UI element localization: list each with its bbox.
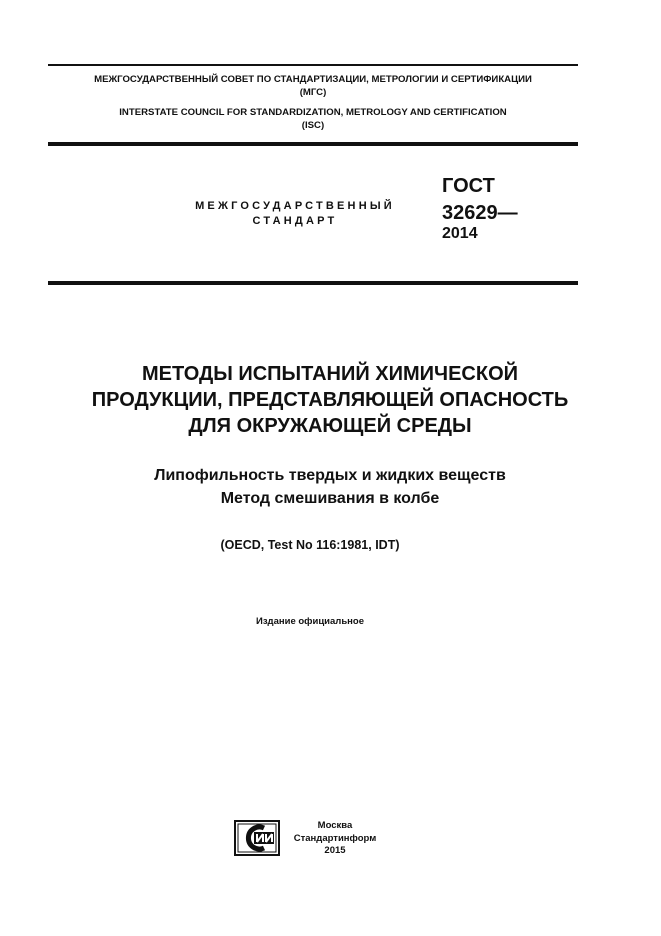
publisher-name: Стандартинформ bbox=[293, 832, 377, 844]
council-ru-block bbox=[48, 73, 578, 99]
standard-label bbox=[150, 199, 440, 229]
document-title bbox=[30, 361, 630, 439]
publisher-city: Москва bbox=[317, 820, 353, 831]
title-line1: МЕТОДЫ ИСПЫТАНИЙ ХИМИЧЕСКОЙ bbox=[141, 363, 519, 385]
publisher-block bbox=[285, 820, 385, 858]
council-en-abbr: (ISC) bbox=[301, 120, 325, 131]
top-rule bbox=[48, 64, 578, 66]
publisher-year: 2015 bbox=[324, 845, 346, 856]
gost-label: ГОСТ bbox=[442, 175, 495, 197]
standard-label-line2: СТАНДАРТ bbox=[252, 215, 338, 227]
header-thick-rule bbox=[48, 142, 578, 146]
gost-number: 32629— bbox=[442, 202, 518, 224]
gost-year: 2014 bbox=[442, 225, 478, 242]
council-ru-name: МЕЖГОСУДАРСТВЕННЫЙ СОВЕТ ПО СТАНДАРТИЗАЦИИ, МЕТРОЛОГИИ И СЕРТИФИКАЦИИ bbox=[94, 74, 532, 85]
title-line3: ДЛЯ ОКРУЖАЮЩЕЙ СРЕДЫ bbox=[188, 415, 472, 437]
subtitle-line2: Метод смешивания в колбе bbox=[220, 490, 440, 507]
subtitle-line1: Липофильность твердых и жидких веществ bbox=[154, 467, 506, 484]
designation-thick-rule bbox=[48, 281, 578, 285]
council-en-block bbox=[48, 106, 578, 132]
council-en-name: INTERSTATE COUNCIL FOR STANDARDIZATION, METROLOGY AND CERTIFICATION bbox=[119, 107, 507, 118]
document-subtitle bbox=[30, 464, 630, 510]
edition-note: Издание официальное bbox=[256, 616, 364, 627]
oecd-reference: (OECD, Test No 116:1981, IDT) bbox=[220, 538, 400, 552]
council-ru-abbr: (МГС) bbox=[299, 87, 327, 98]
standard-label-line1: МЕЖГОСУДАРСТВЕННЫЙ bbox=[195, 200, 395, 212]
standartinform-logo-icon bbox=[234, 820, 280, 856]
title-line2: ПРОДУКЦИИ, ПРЕДСТАВЛЯЮЩЕЙ ОПАСНОСТЬ bbox=[91, 389, 569, 411]
